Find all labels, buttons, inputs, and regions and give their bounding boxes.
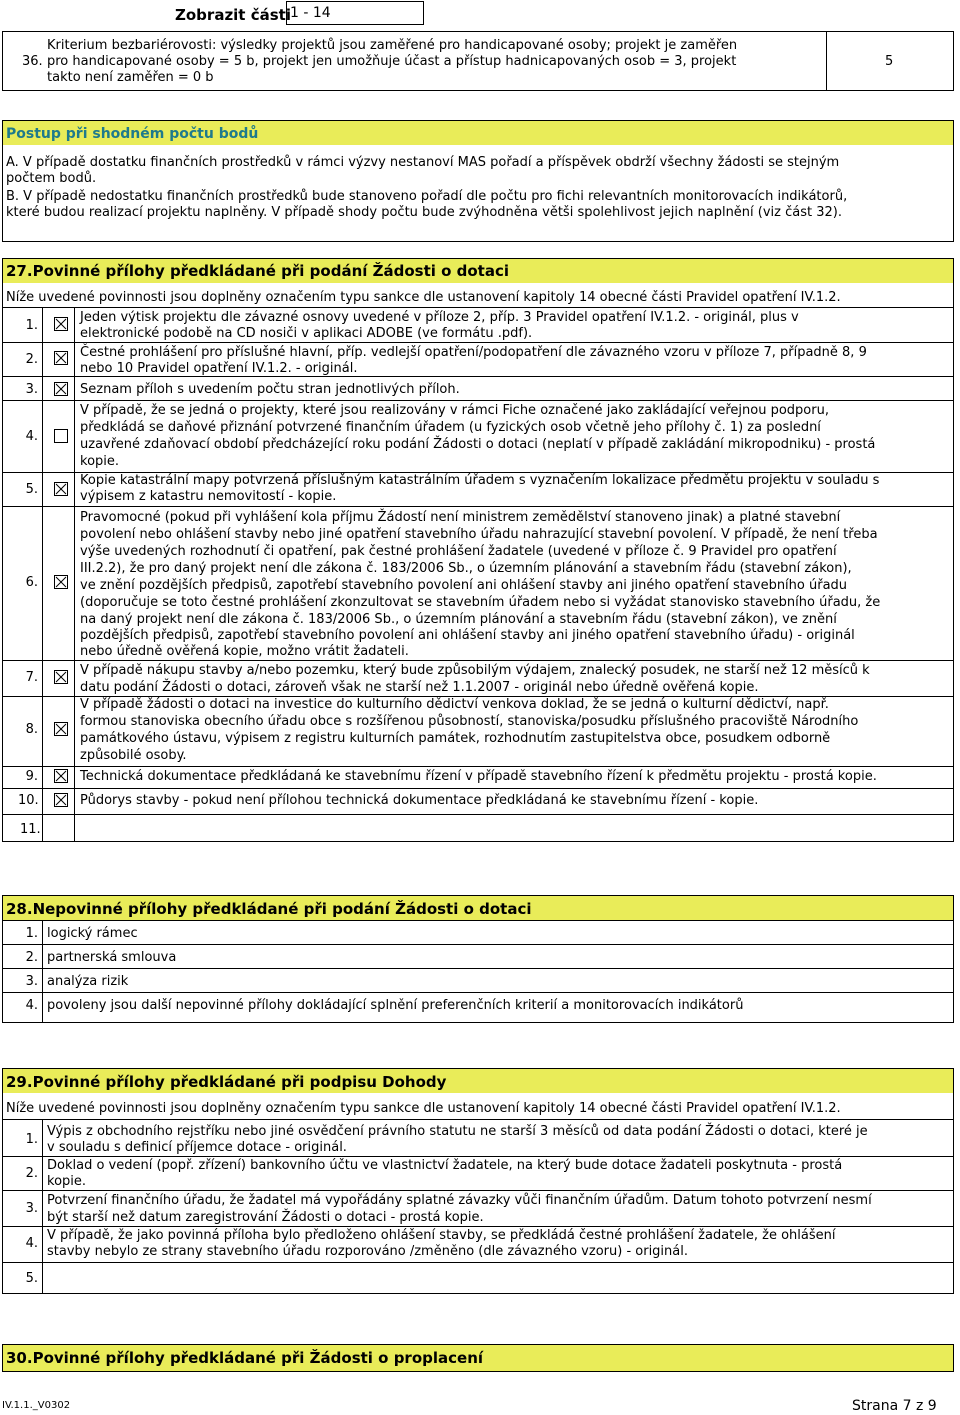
item-line: V případě nákupu stavby a/nebo pozemku, který bude způsobilým výdajem, znalecký posudek, ne starší než 12 měsíců k	[80, 663, 870, 678]
optional-item-number: 3.	[25, 974, 38, 989]
item-line: povolení nebo ohlášení stavby nebo jiné opatření stavebního úřadu nahrazující stavební povolení. V případě, že není třeba	[80, 527, 878, 542]
tie-break-line: B. V případě nedostatku finančních prostředků bude stanoveno pořadí dle počtu pro fichi relevantních monitorovacích indikátorů,	[6, 189, 848, 204]
item-number: 11.	[20, 822, 41, 837]
item-line: Kopie katastrální mapy potvrzená příslušným katastrálním úřadem s vyznačením lokalizace předmětu projektu v souladu s	[80, 473, 880, 488]
optional-item-text: povoleny jsou další nepovinné přílohy dokládající splnění preferenčních kriterií a monitorovacích indikátorů	[47, 998, 744, 1013]
check-x-icon	[55, 770, 67, 782]
item-line: předkládá se daňové přiznání potvrzené finančním úřadem (u fyzických osob včetně jeho přílohy č. 1) za poslední	[80, 420, 821, 435]
item-line: ve znění pozdějších předpisů, zapotřebí stavebního povolení ani ohlášení stavby ani jiného opatření stavebního úřadu	[80, 578, 848, 593]
show-parts-input[interactable]	[286, 1, 424, 25]
item-checkbox[interactable]	[54, 382, 68, 396]
item-number: 4.	[25, 429, 38, 444]
item-line: (doporučuje se toto čestné prohlášení zkonzultovat se stavebním úřadem nebo si vyžádat stanovisko stavebního úřadu, že	[80, 595, 881, 610]
item-line: elektronické podobě na CD nosiči v aplikaci ADOBE (ve formátu .pdf).	[80, 326, 533, 341]
item-line: nebo 10 Pravidel opatření IV.1.2. - originál.	[80, 361, 358, 376]
check-x-icon	[55, 671, 67, 683]
item-line: Jeden výtisk projektu dle závazné osnovy uvedené v příloze 2, příp. 3 Pravidel opatření IV.1.2. - originál, plus v	[80, 310, 799, 325]
item-number: 10.	[18, 793, 39, 808]
section-30-title: 30.Povinné přílohy předkládané při Žádosti o proplacení	[6, 1349, 484, 1367]
item-line: pozdějších předpisů, zapotřebí stavebního povolení ani ohlášení stavby ani jiného opatření stavebního úřadu) - originál	[80, 628, 855, 643]
section-29-intro: Níže uvedené povinnosti jsou doplněny označením typu sankce dle ustanovení kapitoly 14 obecné části Pravidel opatření IV.1.2.	[6, 1101, 841, 1116]
check-x-icon	[55, 723, 67, 735]
dohoda-item-line: Potvrzení finančního úřadu, že žadatel má vypořádány splatné závazky vůči finančním úřadům. Datum tohoto potvrzení nesmí	[47, 1193, 872, 1208]
item-number: 3.	[25, 382, 38, 397]
criterion-line: Kriterium bezbariérovosti: výsledky projektů jsou zaměřené pro handicapované osoby; projekt je zaměřen	[47, 38, 738, 53]
item-line: datu podání Žádosti o dotaci, zároveň však ne starší než 1.1.2007 - originál nebo úředně ověřená kopie.	[80, 680, 759, 695]
check-x-icon	[55, 383, 67, 395]
dohoda-item-line: kopie.	[47, 1174, 87, 1189]
section-27-title: 27.Povinné přílohy předkládané při podání Žádosti o dotaci	[6, 262, 510, 280]
footer-code: IV.1.1._V0302	[2, 1400, 71, 1411]
check-x-icon	[55, 318, 67, 330]
item-line: na daný projekt není dle zákona č. 183/2006 Sb., o územním plánování a stavebním řádu (stavební zákon), ve znění	[80, 612, 837, 627]
criterion-line: pro handicapované osoby = 5 b, projekt jen umožňuje účast a přístup hadnicapovaných osob = 3, projekt	[47, 54, 737, 69]
check-x-icon	[55, 576, 67, 588]
dohoda-item-line: Doklad o vedení (popř. zřízení) bankovního účtu ve vlastnictví žadatele, na který bude dotace žadateli poskytnuta - prostá	[47, 1158, 843, 1173]
criterion-line: takto není zaměřen = 0 b	[47, 70, 214, 85]
item-line: Technická dokumentace předkládaná ke stavebnímu řízení v případě stavebního řízení k předmětu projektu - prostá kopie.	[80, 769, 877, 784]
dohoda-item-line: v souladu s definicí příjemce dotace - originál.	[47, 1140, 347, 1155]
section-28-title: 28.Nepovinné přílohy předkládané při podání Žádosti o dotaci	[6, 900, 532, 918]
item-line: uzavřené zdaňovací období předcházející roku podání Žádosti o dotaci (neplatí v případě zakládání mikropodniku) - prostá	[80, 437, 876, 452]
optional-item-text: analýza rizik	[47, 974, 129, 989]
item-checkbox[interactable]	[54, 482, 68, 496]
check-x-icon	[55, 352, 67, 364]
item-checkbox[interactable]	[54, 351, 68, 365]
criterion-number: 36.	[22, 54, 43, 69]
optional-item-text: logický rámec	[47, 926, 138, 941]
dohoda-item-number: 5.	[25, 1271, 38, 1286]
item-checkbox[interactable]	[54, 429, 68, 443]
item-number: 9.	[25, 769, 38, 784]
optional-item-number: 1.	[25, 926, 38, 941]
tie-break-line: které budou realizací projektu naplněny. V případě shody počtu bude zvýhodněna větši spolehlivost jejich naplnění (viz část 32).	[6, 205, 842, 220]
footer-page: Strana 7 z 9	[852, 1398, 937, 1414]
item-line: výše uvedených rozhodnutí či opatření, pak čestné prohlášení žadatele (uvedené v příloze č. 9 Pravidel pro opatření	[80, 544, 837, 559]
item-line: způsobilé osoby.	[80, 748, 187, 763]
item-checkbox[interactable]	[54, 722, 68, 736]
item-line: nebo úředně ověřená kopie, možno vrátit žadateli.	[80, 644, 409, 659]
optional-item-text: partnerská smlouva	[47, 950, 177, 965]
item-number: 2.	[25, 352, 38, 367]
criterion-points: 5	[885, 54, 894, 69]
item-line: Čestné prohlášení pro příslušné hlavní, příp. vedlejší opatření/podopatření dle závazného vzoru v příloze 7, případně 8, 9	[80, 345, 867, 360]
section-27-intro: Níže uvedené povinnosti jsou doplněny označením typu sankce dle ustanovení kapitoly 14 obecné části Pravidel opatření IV.1.2.	[6, 290, 841, 305]
dohoda-item-number: 1.	[25, 1132, 38, 1147]
dohoda-item-line: Výpis z obchodního rejstříku nebo jiné osvědčení právního statutu ne starší 3 měsíců od data podání Žádosti o dotaci, které je	[47, 1124, 868, 1139]
show-parts-label: Zobrazit části	[175, 6, 291, 24]
item-number: 1.	[25, 318, 38, 333]
item-number: 8.	[25, 722, 38, 737]
item-number: 6.	[25, 575, 38, 590]
item-checkbox[interactable]	[54, 769, 68, 783]
item-line: V případě žádosti o dotaci na investice do kulturního dědictví venkova doklad, že se jedná o kulturní dědictví, např.	[80, 697, 829, 712]
tie-break-line: A. V případě dostatku finančních prostředků v rámci výzvy nestanoví MAS pořadí a příspěvek obdrží všechny žádosti se stejným	[6, 155, 840, 170]
dohoda-item-number: 4.	[25, 1236, 38, 1251]
dohoda-item-line: být starší než datum zaregistrování Žádosti o dotaci - prostá kopie.	[47, 1210, 484, 1225]
optional-item-number: 2.	[25, 950, 38, 965]
check-x-icon	[55, 483, 67, 495]
item-line: formou stanoviska obecního úřadu obce s rozšířenou působností, stanoviska/posudku příslušného pracoviště Národního	[80, 714, 859, 729]
item-line: V případě, že se jedná o projekty, které jsou realizovány v rámci Fiche označené jako zakládající veřejnou podporu,	[80, 403, 829, 418]
item-line: Půdorys stavby - pokud není přílohou technická dokumentace předkládaná ke stavebnímu řízení - kopie.	[80, 793, 759, 808]
item-checkbox[interactable]	[54, 793, 68, 807]
dohoda-item-line: V případě, že jako povinná příloha bylo předloženo ohlášení stavby, se předkládá čestné prohlášení žadatele, že ohlášení	[47, 1228, 836, 1243]
item-line: památkového ústavu, výpisem z registru kulturních památek, rozhodnutím zastupitelstva obce, posudkem odborně	[80, 731, 831, 746]
item-line: výpisem z katastru nemovitostí - kopie.	[80, 489, 337, 504]
item-number: 7.	[25, 670, 38, 685]
check-x-icon	[55, 794, 67, 806]
item-line: Seznam příloh s uvedením počtu stran jednotlivých příloh.	[80, 382, 460, 397]
section-29-title: 29.Povinné přílohy předkládané při podpisu Dohody	[6, 1073, 447, 1091]
optional-item-number: 4.	[25, 998, 38, 1013]
item-checkbox[interactable]	[54, 670, 68, 684]
dohoda-item-number: 2.	[25, 1166, 38, 1181]
item-line: kopie.	[80, 454, 120, 469]
item-line: III.2.2), že pro daný projekt není dle zákona č. 183/2006 Sb., o územním plánování a stavebním řádu (stavební zákon),	[80, 561, 852, 576]
item-number: 5.	[25, 482, 38, 497]
tie-break-title: Postup při shodném počtu bodů	[6, 126, 259, 142]
show-parts-value: 1 - 14	[290, 5, 331, 21]
dohoda-item-number: 3.	[25, 1201, 38, 1216]
item-checkbox[interactable]	[54, 575, 68, 589]
item-checkbox[interactable]	[54, 317, 68, 331]
item-line: Pravomocné (pokud při vyhlášení kola příjmu Žádostí není ministrem zemědělství stanoveno jinak) a platné stavební	[80, 510, 841, 525]
tie-break-line: počtem bodů.	[6, 171, 97, 186]
dohoda-item-line: stavby nebylo ze strany stavebního úřadu rozporováno /změněno (dle závazného vzoru) - originál.	[47, 1244, 688, 1259]
